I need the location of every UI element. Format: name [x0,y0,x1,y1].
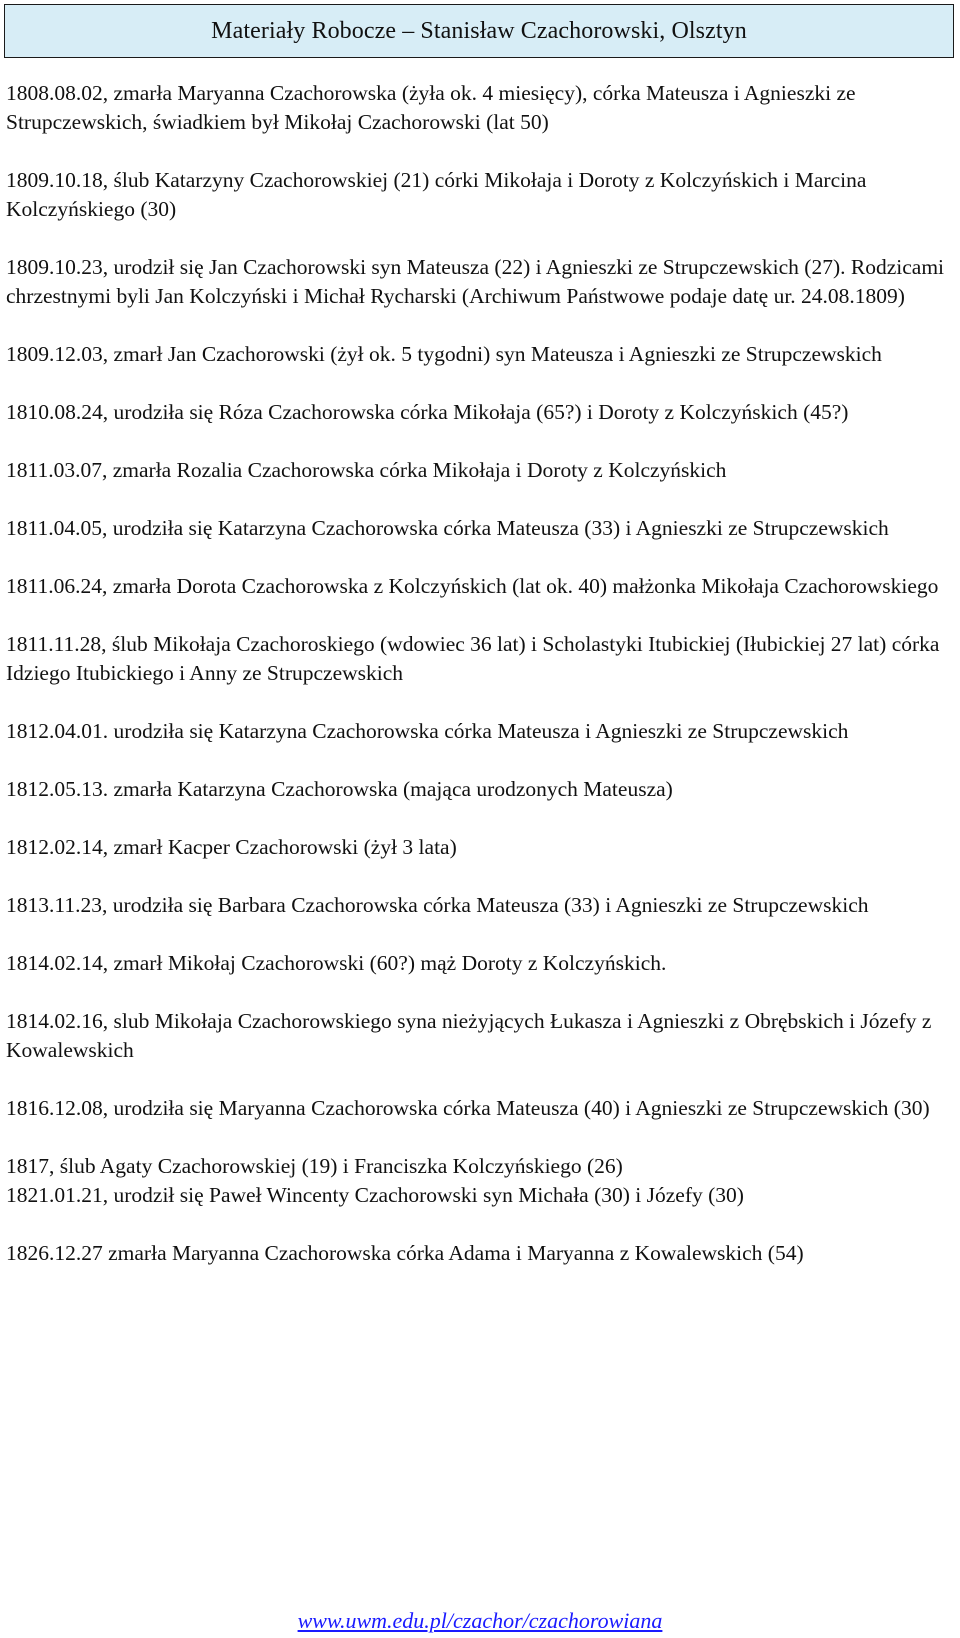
entry-1811-04-05: 1811.04.05, urodziła się Katarzyna Czachorowska córka Mateusza (33) i Agnieszki ze Strupczewskich [6,516,889,540]
entry-1817: 1817, ślub Agaty Czachorowskiej (19) i Franciszka Kolczyńskiego (26) [6,1154,623,1178]
entry-1812-05-13: 1812.05.13. zmarła Katarzyna Czachorowska (mająca urodzonych Mateusza) [6,777,673,801]
entry-1812-04-01: 1812.04.01. urodziła się Katarzyna Czachorowska córka Mateusza i Agnieszki ze Strupczewskich [6,719,849,743]
entry-1811-06-24: 1811.06.24, zmarła Dorota Czachorowska z Kolczyńskich (lat ok. 40) małżonka Mikołaja Czachorowskiego [6,574,939,598]
entry-1811-11-28: 1811.11.28, ślub Mikołaja Czachoroskiego (wdowiec 36 lat) i Scholastyki Itubickiej (Iłubickiej 27 lat) córka Idziego Itubickiego i Anny ze Strupczewskich [6,632,940,685]
entry-1809-12-03: 1809.12.03, zmarł Jan Czachorowski (żył ok. 5 tygodni) syn Mateusza i Agnieszki ze Strupczewskich [6,342,882,366]
page-footer [0,1608,960,1634]
page-header [4,4,954,58]
entries-list [6,79,956,1268]
entry-1816-12-08: 1816.12.08, urodziła się Maryanna Czachorowska córka Mateusza (40) i Agnieszki ze Strupczewskich (30) [6,1096,930,1120]
entry-1809-10-18: 1809.10.18, ślub Katarzyny Czachorowskiej (21) córki Mikołaja i Doroty z Kolczyńskich i Marcina Kolczyńskiego (30) [6,168,867,221]
header-title: Materiały Robocze – Stanisław Czachorowski, Olsztyn [211,17,747,44]
entry-1809-10-23: 1809.10.23, urodził się Jan Czachorowski syn Mateusza (22) i Agnieszki ze Strupczewskich (27). Rodzicami chrzestnymi byli Jan Kolczyński i Michał Rycharski (Archiwum Państwowe podaje datę ur. 24.08.1809) [6,255,945,308]
footer-link[interactable]: www.uwm.edu.pl/czachor/czachorowiana [297,1608,663,1633]
entry-1826-12-27: 1826.12.27 zmarła Maryanna Czachorowska córka Adama i Maryanna z Kowalewskich (54) [6,1241,804,1265]
entry-1814-02-14: 1814.02.14, zmarł Mikołaj Czachorowski (60?) mąż Doroty z Kolczyńskich. [6,951,667,975]
entry-1813-11-23: 1813.11.23, urodziła się Barbara Czachorowska córka Mateusza (33) i Agnieszki ze Strupczewskich [6,893,869,917]
entry-1821-01-21: 1821.01.21, urodził się Paweł Wincenty Czachorowski syn Michała (30) i Józefy (30) [6,1183,744,1207]
entry-1808-08-02: 1808.08.02, zmarła Maryanna Czachorowska (żyła ok. 4 miesięcy), córka Mateusza i Agnieszki ze Strupczewskich, świadkiem był Mikołaj Czachorowski (lat 50) [6,81,856,134]
entry-1814-02-16: 1814.02.16, slub Mikołaja Czachorowskiego syna nieżyjących Łukasza i Agnieszki z Obrębskich i Józefy z Kowalewskich [6,1009,932,1062]
entry-1810-08-24: 1810.08.24, urodziła się Róza Czachorowska córka Mikołaja (65?) i Doroty z Kolczyńskich (45?) [6,400,849,424]
entry-1812-02-14: 1812.02.14, zmarł Kacper Czachorowski (żył 3 lata) [6,835,457,859]
entry-1811-03-07: 1811.03.07, zmarła Rozalia Czachorowska córka Mikołaja i Doroty z Kolczyńskich [6,458,727,482]
